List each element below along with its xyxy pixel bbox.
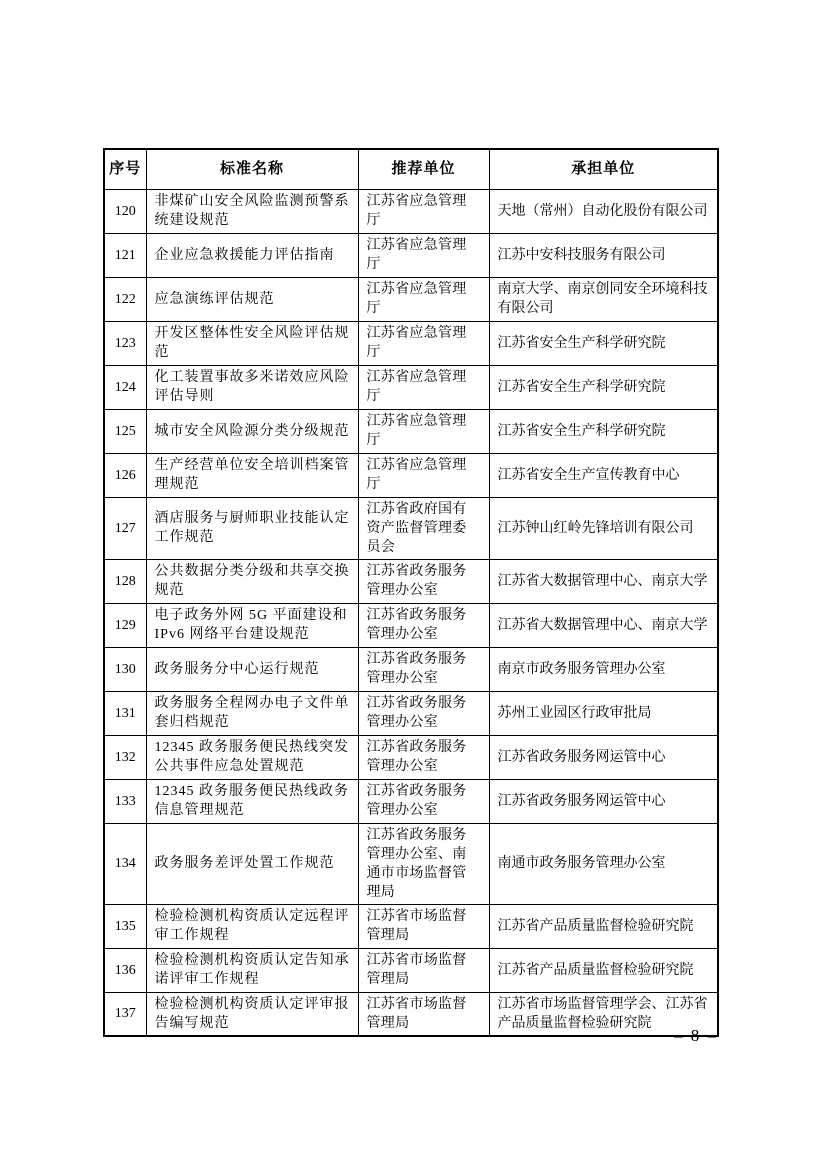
undertaker-cell: 江苏省政务服务网运管中心	[489, 735, 718, 779]
recommender-cell: 江苏省应急管理厅	[358, 453, 489, 497]
table-row	[104, 603, 718, 647]
undertaker-cell: 天地（常州）自动化股份有限公司	[489, 189, 718, 233]
standard-name-cell: 12345 政务服务便民热线政务信息管理规范	[146, 779, 358, 823]
undertaker-cell: 江苏省政务服务网运管中心	[489, 779, 718, 823]
recommender-cell: 江苏省政务服务管理办公室	[358, 735, 489, 779]
header-undertaker-unit: 承担单位	[489, 149, 718, 189]
standard-name-cell: 企业应急救援能力评估指南	[146, 233, 358, 277]
undertaker-cell: 江苏省产品质量监督检验研究院	[489, 948, 718, 992]
standard-name-cell: 政务服务差评处置工作规范	[146, 823, 358, 904]
standard-name-cell: 生产经营单位安全培训档案管理规范	[146, 453, 358, 497]
standard-name-cell: 检验检测机构资质认定评审报告编写规范	[146, 992, 358, 1036]
undertaker-cell: 江苏中安科技服务有限公司	[489, 233, 718, 277]
table-row	[104, 779, 718, 823]
undertaker-cell: 江苏省大数据管理中心、南京大学	[489, 559, 718, 603]
row-number-cell: 133	[104, 779, 146, 823]
row-number-cell: 121	[104, 233, 146, 277]
undertaker-cell: 江苏钟山红岭先锋培训有限公司	[489, 497, 718, 559]
row-number-cell: 136	[104, 948, 146, 992]
undertaker-cell: 江苏省产品质量监督检验研究院	[489, 904, 718, 948]
recommender-cell: 江苏省市场监督管理局	[358, 992, 489, 1036]
undertaker-cell: 南京大学、南京创同安全环境科技有限公司	[489, 277, 718, 321]
table-row	[104, 365, 718, 409]
row-number-cell: 128	[104, 559, 146, 603]
standard-name-cell: 非煤矿山安全风险监测预警系统建设规范	[146, 189, 358, 233]
undertaker-cell: 南京市政务服务管理办公室	[489, 647, 718, 691]
standard-name-cell: 检验检测机构资质认定远程评审工作规程	[146, 904, 358, 948]
undertaker-cell: 江苏省安全生产宣传教育中心	[489, 453, 718, 497]
header-seq-number: 序号	[104, 149, 146, 189]
table-row	[104, 948, 718, 992]
recommender-cell: 江苏省应急管理厅	[358, 365, 489, 409]
row-number-cell: 126	[104, 453, 146, 497]
standard-name-cell: 政务服务分中心运行规范	[146, 647, 358, 691]
recommender-cell: 江苏省应急管理厅	[358, 321, 489, 365]
table-row	[104, 233, 718, 277]
undertaker-cell: 江苏省安全生产科学研究院	[489, 321, 718, 365]
table-row	[104, 992, 718, 1036]
undertaker-cell: 苏州工业园区行政审批局	[489, 691, 718, 735]
standard-name-cell: 电子政务外网 5G 平面建设和 IPv6 网络平台建设规范	[146, 603, 358, 647]
recommender-cell: 江苏省政务服务管理办公室	[358, 779, 489, 823]
row-number-cell: 124	[104, 365, 146, 409]
table-row	[104, 904, 718, 948]
row-number-cell: 135	[104, 904, 146, 948]
table-row	[104, 559, 718, 603]
row-number-cell: 134	[104, 823, 146, 904]
recommender-cell: 江苏省应急管理厅	[358, 409, 489, 453]
row-number-cell: 132	[104, 735, 146, 779]
undertaker-cell: 江苏省市场监督管理学会、江苏省产品质量监督检验研究院	[489, 992, 718, 1036]
table-row	[104, 497, 718, 559]
standard-name-cell: 政务服务全程网办电子文件单套归档规范	[146, 691, 358, 735]
recommender-cell: 江苏省市场监督管理局	[358, 904, 489, 948]
standard-name-cell: 检验检测机构资质认定告知承诺评审工作规程	[146, 948, 358, 992]
recommender-cell: 江苏省市场监督管理局	[358, 948, 489, 992]
row-number-cell: 130	[104, 647, 146, 691]
table-row	[104, 321, 718, 365]
recommender-cell: 江苏省应急管理厅	[358, 277, 489, 321]
standards-table	[103, 148, 719, 1037]
page-number: – 8 –	[674, 1026, 718, 1045]
row-number-cell: 125	[104, 409, 146, 453]
standard-name-cell: 应急演练评估规范	[146, 277, 358, 321]
recommender-cell: 江苏省政府国有资产监督管理委员会	[358, 497, 489, 559]
row-number-cell: 122	[104, 277, 146, 321]
standard-name-cell: 12345 政务服务便民热线突发公共事件应急处置规范	[146, 735, 358, 779]
row-number-cell: 123	[104, 321, 146, 365]
standard-name-cell: 开发区整体性安全风险评估规范	[146, 321, 358, 365]
recommender-cell: 江苏省政务服务管理办公室	[358, 559, 489, 603]
header-standard-name: 标准名称	[146, 149, 358, 189]
undertaker-cell: 江苏省大数据管理中心、南京大学	[489, 603, 718, 647]
table-row	[104, 453, 718, 497]
table-header-row	[104, 149, 718, 189]
table-row	[104, 823, 718, 904]
standard-name-cell: 酒店服务与厨师职业技能认定工作规范	[146, 497, 358, 559]
standard-name-cell: 公共数据分类分级和共享交换规范	[146, 559, 358, 603]
row-number-cell: 127	[104, 497, 146, 559]
table-row	[104, 735, 718, 779]
table-row	[104, 277, 718, 321]
row-number-cell: 120	[104, 189, 146, 233]
undertaker-cell: 江苏省安全生产科学研究院	[489, 409, 718, 453]
recommender-cell: 江苏省政务服务管理办公室	[358, 603, 489, 647]
header-recommender-unit: 推荐单位	[358, 149, 489, 189]
recommender-cell: 江苏省应急管理厅	[358, 189, 489, 233]
standard-name-cell: 城市安全风险源分类分级规范	[146, 409, 358, 453]
table-row	[104, 409, 718, 453]
recommender-cell: 江苏省政务服务管理办公室、南通市市场监督管理局	[358, 823, 489, 904]
table-row	[104, 691, 718, 735]
recommender-cell: 江苏省政务服务管理办公室	[358, 647, 489, 691]
undertaker-cell: 南通市政务服务管理办公室	[489, 823, 718, 904]
row-number-cell: 129	[104, 603, 146, 647]
table-row	[104, 189, 718, 233]
standard-name-cell: 化工装置事故多米诺效应风险评估导则	[146, 365, 358, 409]
recommender-cell: 江苏省应急管理厅	[358, 233, 489, 277]
row-number-cell: 137	[104, 992, 146, 1036]
table-row	[104, 647, 718, 691]
undertaker-cell: 江苏省安全生产科学研究院	[489, 365, 718, 409]
row-number-cell: 131	[104, 691, 146, 735]
recommender-cell: 江苏省政务服务管理办公室	[358, 691, 489, 735]
